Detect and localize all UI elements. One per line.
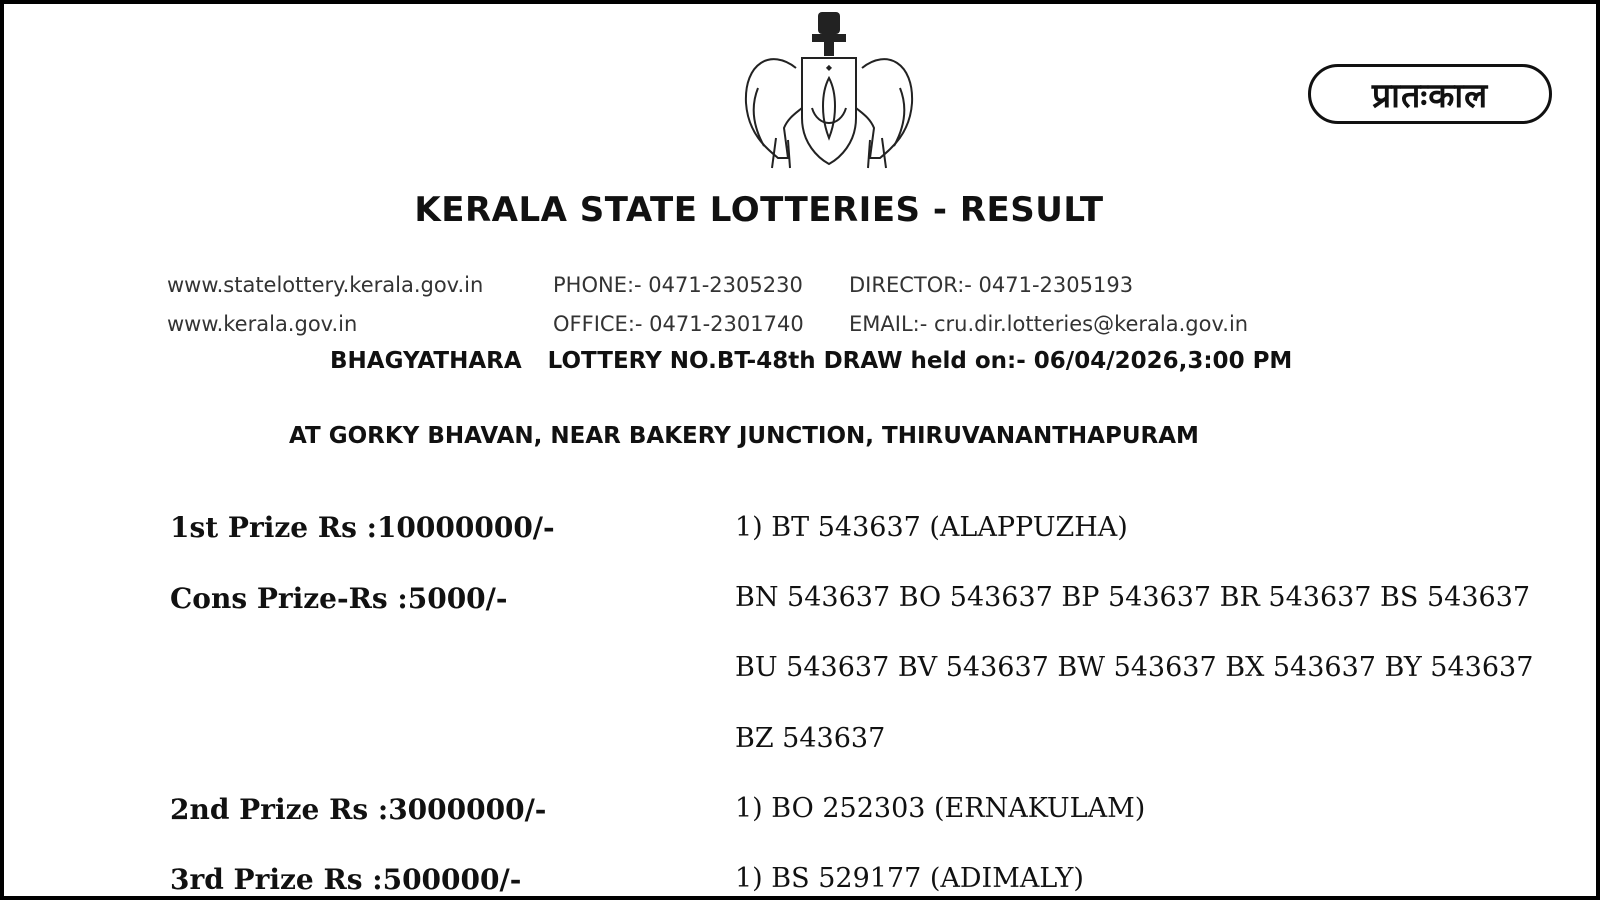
page-title: KERALA STATE LOTTERIES - RESULT xyxy=(414,190,1104,230)
prize-label-second: 2nd Prize Rs :3000000/- xyxy=(170,793,547,826)
prize-winner-first: 1) BT 543637 (ALAPPUZHA) xyxy=(735,512,1128,543)
svg-text:◆: ◆ xyxy=(825,63,833,72)
draw-details: LOTTERY NO.BT-48th DRAW held on:- 06/04/2026,3:00 PM xyxy=(547,348,1293,374)
director-number: DIRECTOR:- 0471-2305193 xyxy=(849,273,1134,297)
brand-logo-text: प्रातःकाल xyxy=(1371,76,1489,116)
draw-info xyxy=(330,348,1292,374)
email-address[interactable]: EMAIL:- cru.dir.lotteries@kerala.gov.in xyxy=(849,312,1249,336)
prize-consolation-line-1: BN 543637 BO 543637 BP 543637 BR 543637 BS 543637 xyxy=(735,582,1531,613)
prize-consolation-line-3: BZ 543637 xyxy=(735,723,886,754)
prize-label-consolation: Cons Prize-Rs :5000/- xyxy=(170,582,508,615)
prize-winner-third: 1) BS 529177 (ADIMALY) xyxy=(735,863,1084,894)
website-link-statelottery[interactable]: www.statelottery.kerala.gov.in xyxy=(167,273,484,297)
prize-winner-second: 1) BO 252303 (ERNAKULAM) xyxy=(735,793,1146,824)
phone-number: PHONE:- 0471-2305230 xyxy=(553,273,803,297)
website-link-kerala[interactable]: www.kerala.gov.in xyxy=(167,312,358,336)
office-number: OFFICE:- 0471-2301740 xyxy=(553,312,804,336)
lottery-name: BHAGYATHARA xyxy=(330,348,522,374)
draw-venue: AT GORKY BHAVAN, NEAR BAKERY JUNCTION, THIRUVANANTHAPURAM xyxy=(289,423,1199,449)
brand-logo[interactable] xyxy=(1308,64,1552,124)
kerala-state-emblem-icon xyxy=(736,8,922,172)
prize-label-third: 3rd Prize Rs :500000/- xyxy=(170,863,522,896)
prize-label-first: 1st Prize Rs :10000000/- xyxy=(170,511,555,544)
prize-consolation-line-2: BU 543637 BV 543637 BW 543637 BX 543637 BY 543637 xyxy=(735,652,1534,683)
